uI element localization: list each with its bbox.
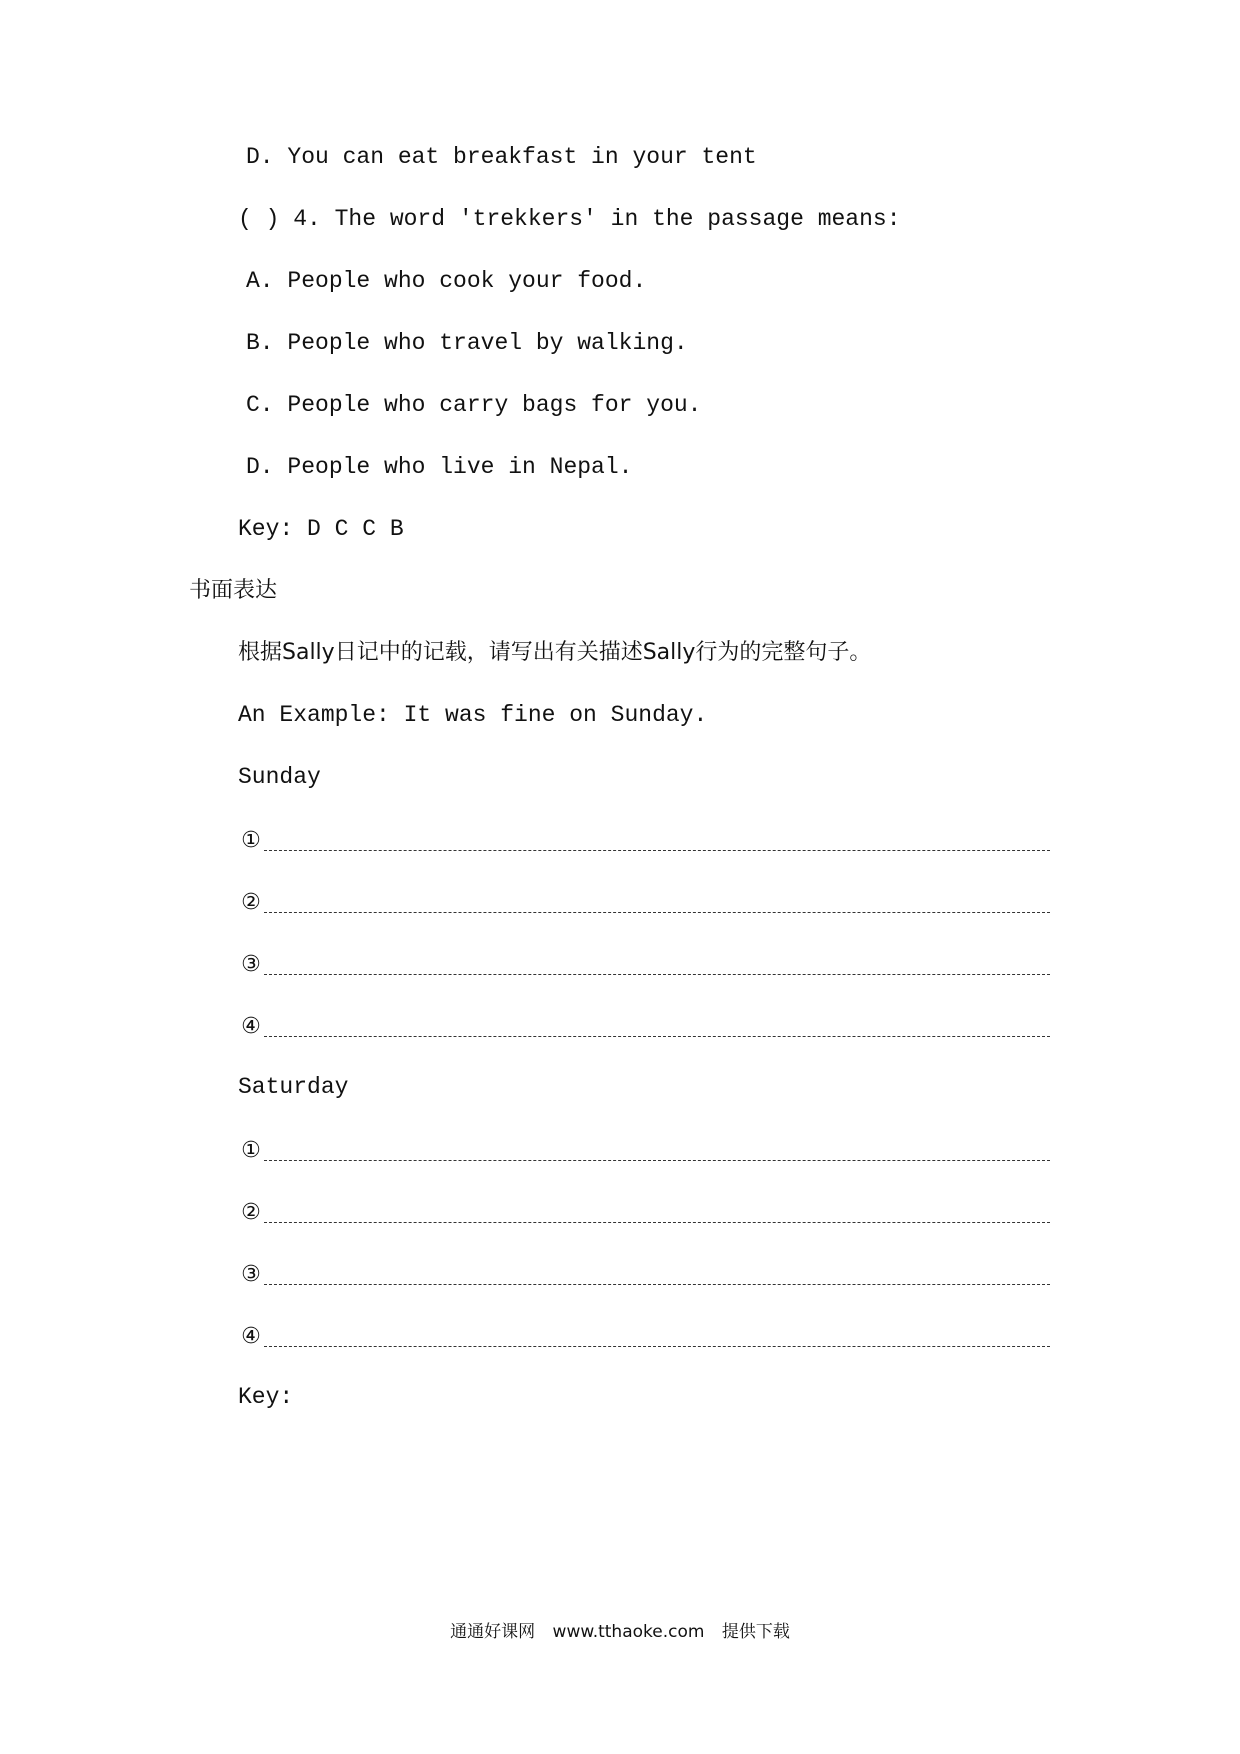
answer-line [264, 1222, 1050, 1223]
sunday-label: Sunday [238, 764, 321, 790]
q4-option-a: A. People who cook your food. [246, 268, 647, 294]
q3-option-d: D. You can eat breakfast in your tent [246, 144, 757, 170]
answer-line [264, 912, 1050, 913]
saturday-label: Saturday [238, 1074, 349, 1100]
writing-key: Key: [238, 1384, 294, 1410]
blank-number: ① [241, 1138, 261, 1163]
blank-number: ② [241, 890, 261, 915]
answer-line [264, 1160, 1050, 1161]
saturday-blank-4[interactable] [238, 1320, 1050, 1350]
sunday-blank-2[interactable] [238, 886, 1050, 916]
answer-line [264, 1036, 1050, 1037]
blank-number: ③ [241, 1262, 261, 1287]
writing-heading: 书面表达 [189, 578, 278, 603]
writing-instruction: 根据Sally日记中的记载，请写出有关描述Sally行为的完整句子。 [238, 640, 872, 665]
footer-suffix: 提供下载 [721, 1622, 790, 1642]
blank-number: ④ [241, 1324, 261, 1349]
q4-option-b: B. People who travel by walking. [246, 330, 688, 356]
q4-key: Key: D C C B [238, 516, 404, 542]
blank-number: ③ [241, 952, 261, 977]
sunday-blank-3[interactable] [238, 948, 1050, 978]
saturday-blank-2[interactable] [238, 1196, 1050, 1226]
saturday-blank-3[interactable] [238, 1258, 1050, 1288]
footer-site-name: 通通好课网 [450, 1622, 536, 1642]
page-footer [0, 1620, 1240, 1644]
answer-line [264, 850, 1050, 851]
blank-number: ① [241, 828, 261, 853]
answer-line [264, 1284, 1050, 1285]
footer-url[interactable]: www.tthaoke.com [552, 1622, 705, 1642]
q4-option-d: D. People who live in Nepal. [246, 454, 633, 480]
writing-example: An Example: It was fine on Sunday. [238, 702, 708, 728]
blank-number: ④ [241, 1014, 261, 1039]
answer-line [264, 1346, 1050, 1347]
sunday-blank-4[interactable] [238, 1010, 1050, 1040]
q4-option-c: C. People who carry bags for you. [246, 392, 702, 418]
blank-number: ② [241, 1200, 261, 1225]
sunday-blank-1[interactable] [238, 824, 1050, 854]
q4-stem: ( ) 4. The word 'trekkers' in the passage means: [238, 206, 901, 232]
saturday-blank-1[interactable] [238, 1134, 1050, 1164]
answer-line [264, 974, 1050, 975]
